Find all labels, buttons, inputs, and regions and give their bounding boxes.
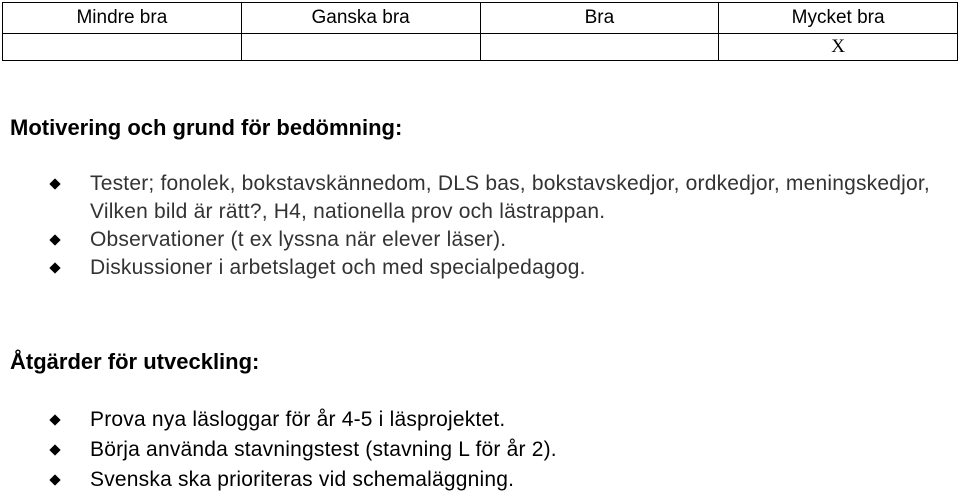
list-item (0, 465, 960, 495)
rating-header-row (3, 3, 958, 34)
bullet-icon (49, 262, 60, 273)
rating-col-mindre-bra: Mindre bra (3, 3, 242, 34)
motivation-item-text: Tester; fonolek, bokstavskännedom, DLS bas, bokstavskedjor, ordkedjor, meningskedjor, Vilken bild är rätt?, H4, nationella prov och lästrappan. (90, 172, 930, 223)
motivation-item-text: Observationer (t ex lyssna när elever läser). (90, 228, 507, 251)
list-item (0, 405, 960, 435)
rating-col-bra: Bra (480, 3, 719, 34)
bullet-icon (49, 414, 60, 425)
action-item-text: Prova nya läsloggar för år 4-5 i läsprojektet. (90, 408, 506, 431)
list-item (0, 170, 960, 226)
action-item-text: Börja använda stavningstest (stavning L för år 2). (90, 438, 557, 461)
rating-table (2, 2, 958, 61)
actions-heading: Åtgärder för utveckling: (10, 349, 260, 374)
bullet-icon (49, 474, 60, 485)
rating-mark-row (3, 34, 958, 61)
motivation-list (0, 170, 960, 282)
list-item (0, 435, 960, 465)
bullet-icon (49, 444, 60, 455)
rating-mark-bra (480, 34, 719, 61)
rating-mark-ganska-bra (241, 34, 480, 61)
list-item (0, 226, 960, 254)
bullet-icon (49, 178, 60, 189)
motivation-heading: Motivering och grund för bedömning: (10, 115, 403, 140)
bullet-icon (49, 234, 60, 245)
list-item (0, 254, 960, 282)
rating-col-mycket-bra: Mycket bra (719, 3, 958, 34)
rating-col-ganska-bra: Ganska bra (241, 3, 480, 34)
motivation-item-text: Diskussioner i arbetslaget och med specialpedagog. (90, 256, 586, 279)
actions-list (0, 405, 960, 495)
rating-mark-mycket-bra: X (719, 34, 958, 61)
rating-mark-mindre-bra (3, 34, 242, 61)
action-item-text: Svenska ska prioriteras vid schemaläggning. (90, 468, 515, 491)
